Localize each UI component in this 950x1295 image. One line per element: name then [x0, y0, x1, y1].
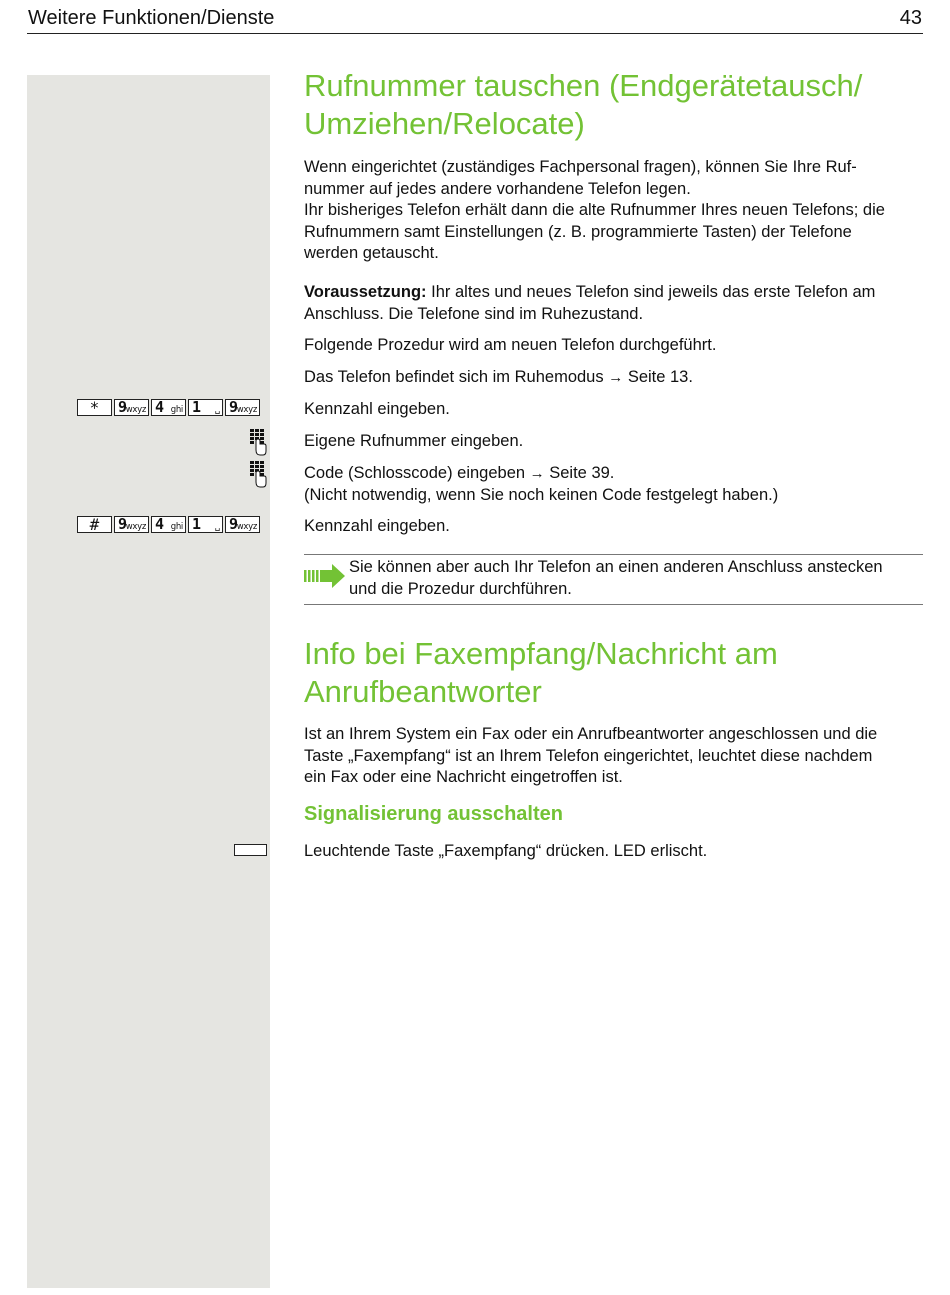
intro-paragraph: Wenn eingerichtet (zuständiges Fachpersonal fragen), können Sie Ihre Ruf- nummer auf jedes andere vorhandene Telefon legen. Ihr bisheriges Telefon erhält dann die alte Rufnummer Ihres neuen Telefons; die Rufnummern samt Einstellungen (z. B. programmierte Tasten) der Telefone werden getauscht. [304, 158, 885, 262]
note-box [304, 554, 923, 605]
step-press-fax-key: Leuchtende Taste „Faxempfang“ drücken. LED erlischt. [304, 842, 708, 860]
key-symbol: 4 [155, 515, 165, 533]
key-symbol: 1 [192, 398, 202, 416]
page-reference: Seite 39. [549, 464, 615, 482]
phone-key-icon [77, 399, 112, 416]
key-letters: ghi [170, 405, 183, 415]
arrow-right-icon: → [608, 369, 624, 386]
phone-key-icon [225, 516, 260, 533]
key-symbol: 9 [229, 398, 239, 416]
arrow-right-icon: → [529, 465, 545, 482]
key-symbol: 4 [155, 398, 165, 416]
page-reference: Seite 13. [627, 368, 693, 386]
keypad-icon [248, 460, 268, 488]
page-header [27, 0, 923, 34]
keypad-icon [248, 428, 268, 456]
key-letters: wxyz [236, 405, 257, 415]
key-letters: ␣ [214, 405, 220, 415]
function-key-icon [234, 844, 267, 856]
section-title-fax: Info bei Faxempfang/Nachricht am Anrufbeantworter [304, 636, 778, 709]
prerequisite-paragraph: Voraussetzung: Ihr altes und neues Telefon sind jeweils das erste Telefon am Anschluss. Die Telefone sind im Ruhezustand. [304, 283, 876, 323]
fax-paragraph: Ist an Ihrem System ein Fax oder ein Anrufbeantworter angeschlossen und die Taste „Faxempfang“ ist an Ihrem Telefon eingerichtet, leuchtet diese nachdem ein Fax oder eine Nachricht eingetroffen ist. [304, 725, 878, 786]
step-enter-code: Kennzahl eingeben. [304, 400, 450, 418]
step-enter-number: Eigene Rufnummer eingeben. [304, 432, 524, 450]
phone-key-icon [188, 399, 223, 416]
phone-key-icon [188, 516, 223, 533]
key-symbol: * [89, 398, 100, 417]
sidebar-column [27, 75, 270, 1288]
note-arrow-icon [304, 563, 346, 589]
phone-key-icon [114, 516, 149, 533]
step-enter-lock-code: Code (Schlosscode) eingeben → Seite 39. (Nicht notwendig, wenn Sie noch keinen Code festgelegt haben.) [304, 464, 779, 504]
phone-key-icon [114, 399, 149, 416]
key-letters: wxyz [125, 405, 146, 415]
section-title-relocate: Rufnummer tauschen (Endgerätetausch/ Umziehen/Relocate) [304, 68, 863, 141]
key-sequence-hash [77, 516, 260, 533]
header-title: Weitere Funktionen/Dienste [28, 7, 275, 29]
step-enter-code-hash: Kennzahl eingeben. [304, 517, 450, 535]
key-letters: ghi [170, 522, 183, 532]
key-symbol: 9 [229, 515, 239, 533]
phone-key-icon [151, 399, 186, 416]
key-sequence-star [77, 399, 260, 416]
procedure-text: Folgende Prozedur wird am neuen Telefon durchgeführt. [304, 336, 717, 354]
key-letters: wxyz [236, 522, 257, 532]
key-symbol: # [89, 515, 100, 534]
key-letters: ␣ [214, 522, 220, 532]
phone-key-icon [151, 516, 186, 533]
key-symbol: 1 [192, 515, 202, 533]
idle-mode-text: Das Telefon befindet sich im Ruhemodus → Seite 13. [304, 368, 693, 386]
phone-key-icon [225, 399, 260, 416]
key-symbol: 9 [118, 398, 128, 416]
page-number: 43 [899, 7, 922, 29]
subsection-title: Signalisierung ausschalten [304, 803, 563, 825]
phone-key-icon [77, 516, 112, 533]
key-letters: wxyz [125, 522, 146, 532]
note-text: Sie können aber auch Ihr Telefon an einen anderen Anschluss anstecken und die Prozedur durchführen. [349, 558, 883, 598]
key-symbol: 9 [118, 515, 128, 533]
